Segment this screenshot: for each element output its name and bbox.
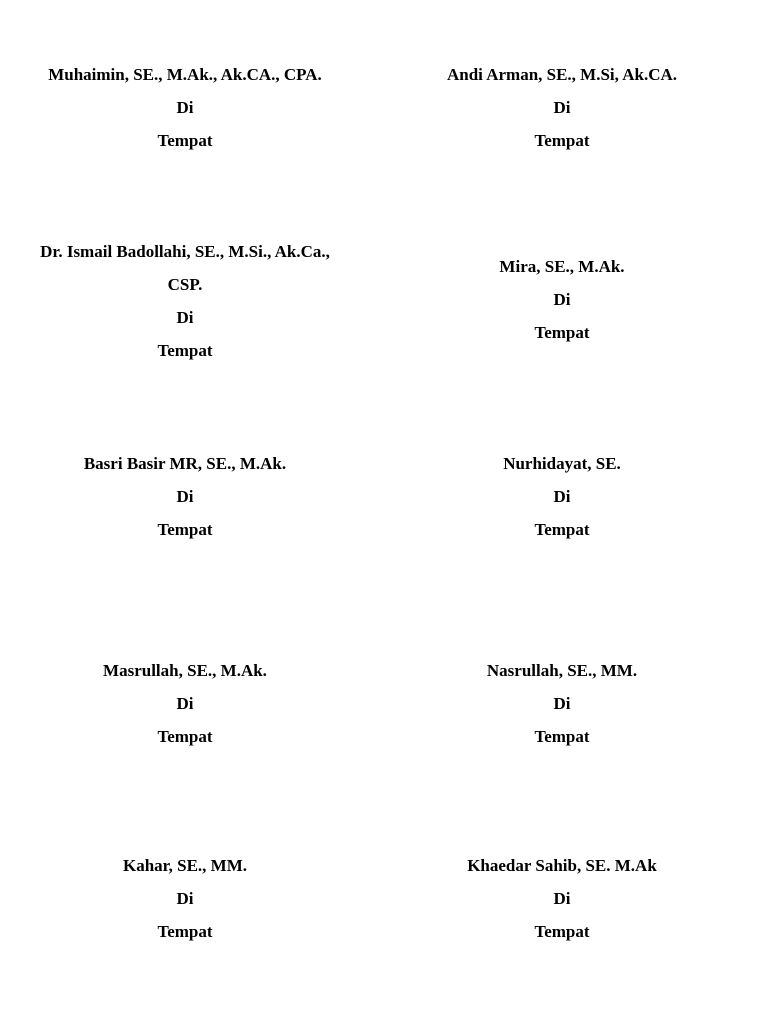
recipient-name: Kahar, SE., MM.: [122, 856, 248, 875]
recipient-name: Nasrullah, SE., MM.: [486, 661, 638, 680]
address-label-6: [377, 447, 747, 546]
tempat-text: Tempat: [157, 922, 213, 941]
recipient-name: Muhaimin, SE., M.Ak., Ak.CA., CPA.: [48, 65, 322, 84]
di-text: Di: [553, 694, 571, 713]
recipient-name: Andi Arman, SE., M.Si, Ak.CA.: [446, 65, 678, 84]
address-label-3: [0, 235, 370, 367]
di-text: Di: [553, 487, 571, 506]
tempat-text: Tempat: [534, 131, 590, 150]
tempat-text: Tempat: [157, 341, 213, 360]
di-text: Di: [553, 290, 571, 309]
recipient-name: Mira, SE., M.Ak.: [499, 257, 625, 276]
tempat-text: Tempat: [157, 131, 213, 150]
tempat-text: Tempat: [534, 727, 590, 746]
recipient-name-continued: CSP.: [167, 275, 203, 294]
recipient-name: Masrullah, SE., M.Ak.: [103, 661, 267, 680]
tempat-text: Tempat: [157, 727, 213, 746]
address-label-1: [0, 58, 370, 157]
tempat-text: Tempat: [534, 520, 590, 539]
recipient-name: Khaedar Sahib, SE. M.Ak: [467, 856, 657, 875]
di-text: Di: [176, 889, 194, 908]
tempat-text: Tempat: [534, 922, 590, 941]
address-label-10: [377, 849, 747, 948]
address-label-8: [377, 654, 747, 753]
address-label-5: [0, 447, 370, 546]
di-text: Di: [553, 889, 571, 908]
di-text: Di: [176, 98, 194, 117]
di-text: Di: [553, 98, 571, 117]
di-text: Di: [176, 308, 194, 327]
di-text: Di: [176, 694, 194, 713]
recipient-name: Nurhidayat, SE.: [503, 454, 621, 473]
tempat-text: Tempat: [534, 323, 590, 342]
recipient-name: Dr. Ismail Badollahi, SE., M.Si., Ak.Ca.,: [40, 242, 330, 261]
address-label-2: [377, 58, 747, 157]
recipient-name: Basri Basir MR, SE., M.Ak.: [83, 454, 287, 473]
tempat-text: Tempat: [157, 520, 213, 539]
di-text: Di: [176, 487, 194, 506]
address-label-7: [0, 654, 370, 753]
address-label-4: [377, 250, 747, 349]
address-label-9: [0, 849, 370, 948]
